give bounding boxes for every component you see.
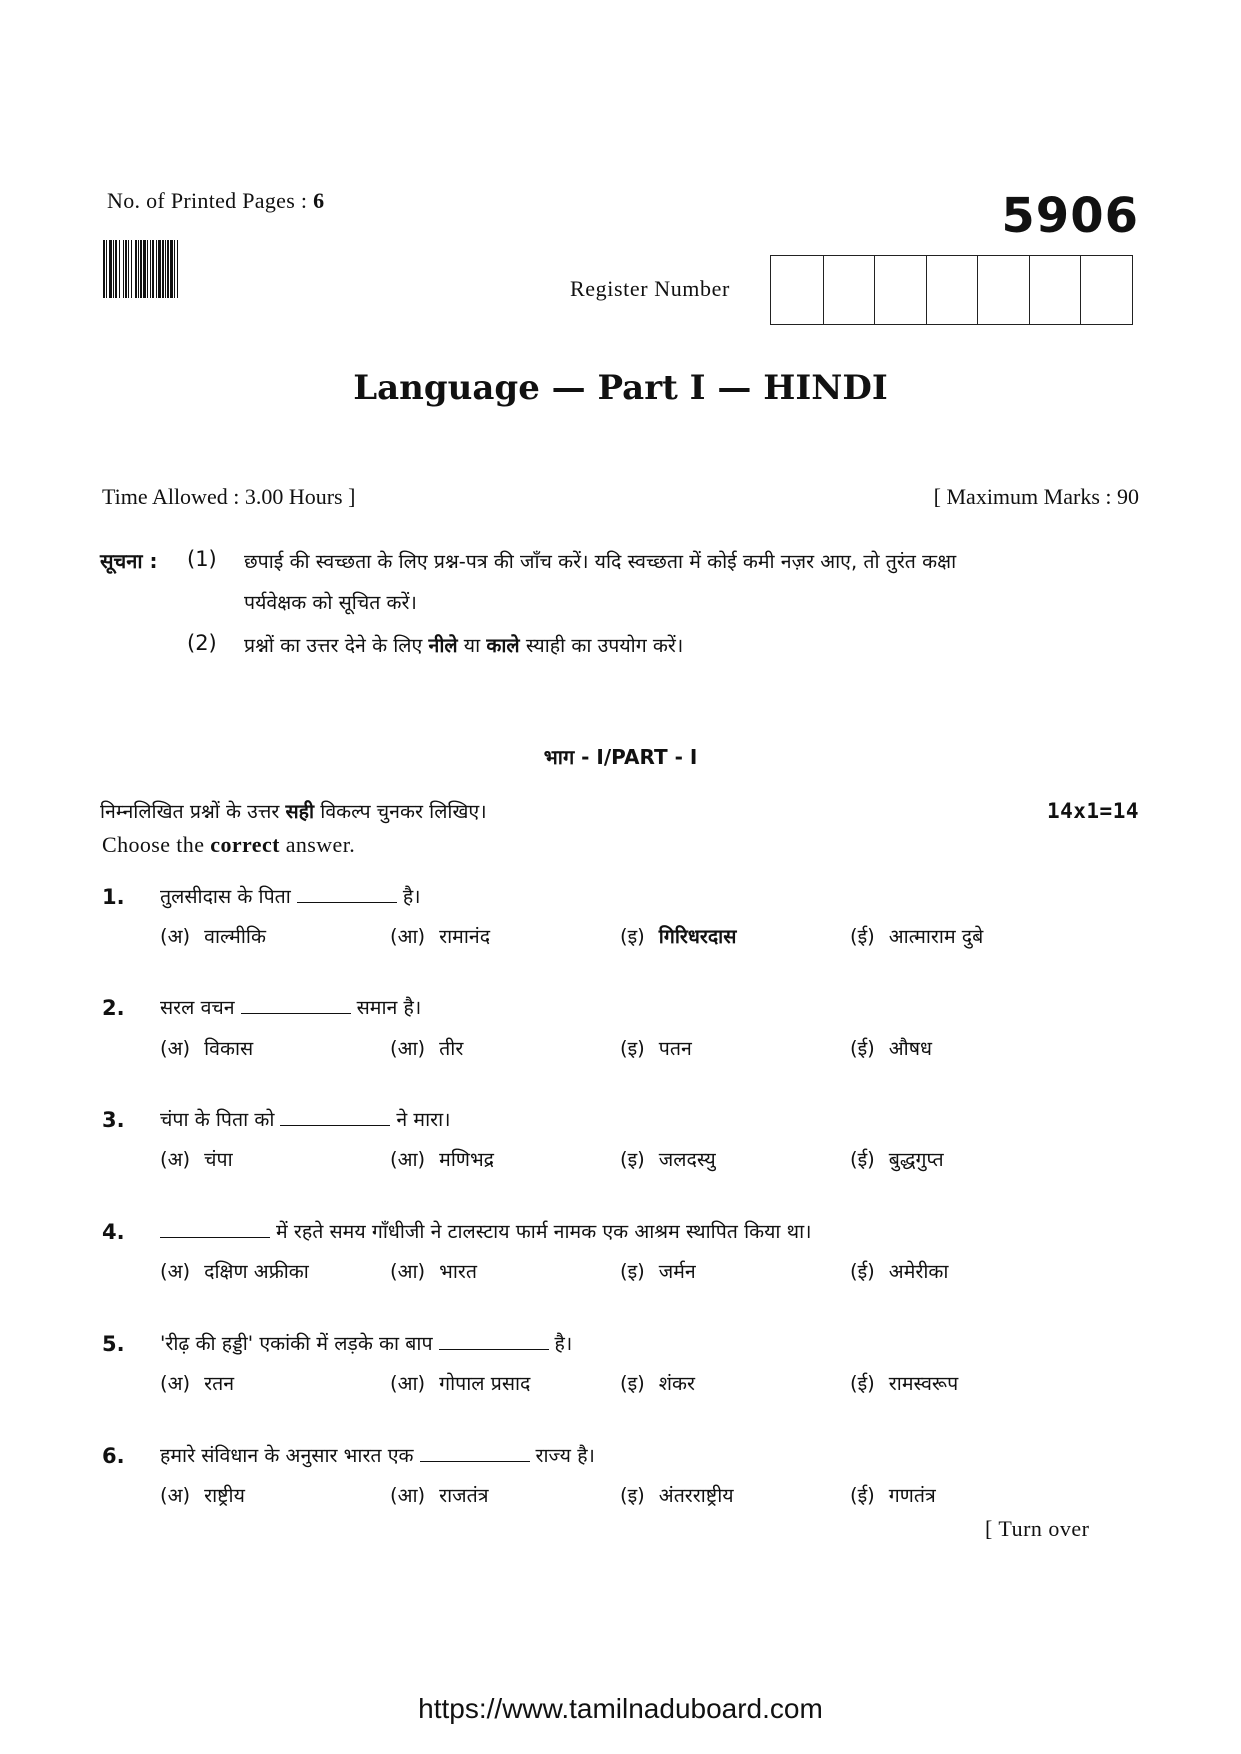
answer-blank <box>420 1460 530 1462</box>
option-a: (अ) राष्ट्रीय <box>160 1484 245 1507</box>
footer-url-link[interactable]: https://www.tamilnaduboard.com <box>418 1693 823 1724</box>
option-d: (ई) रामस्वरूप <box>850 1372 959 1395</box>
option-c: (इ) जलदस्यु <box>620 1148 716 1171</box>
time-allowed: Time Allowed : 3.00 Hours ] <box>102 484 356 509</box>
question-text: सरल वचन समान है। <box>160 996 422 1019</box>
option-c: (इ) गिरिधरदास <box>620 925 737 948</box>
option-c: (इ) शंकर <box>620 1372 696 1395</box>
question-text: में रहते समय गाँधीजी ने टालस्टाय फार्म नामक एक आश्रम स्थापित किया था। <box>160 1217 812 1244</box>
option-c: (इ) अंतरराष्ट्रीय <box>620 1484 734 1507</box>
question-text: चंपा के पिता को ने मारा। <box>160 1108 451 1131</box>
register-digit-box <box>1080 256 1132 324</box>
register-digit-box <box>926 256 978 324</box>
question-number: 3. <box>102 1108 125 1132</box>
option-b: (आ) मणिभद्र <box>390 1148 495 1171</box>
register-digit-box <box>1029 256 1081 324</box>
emphasis-black: काले <box>486 634 520 657</box>
marks-scheme: 14x1=14 <box>1046 799 1139 823</box>
option-b: (आ) भारत <box>390 1260 478 1283</box>
question-number: 6. <box>102 1444 125 1468</box>
notice-item-text: छपाई की स्वच्छता के लिए प्रश्न-पत्र की जाँच करें। यदि स्वच्छता में कोई कमी नज़र आए, तो तुरंत कक्षा <box>244 550 957 573</box>
option-d: (ई) गणतंत्र <box>850 1484 936 1507</box>
option-a: (अ) विकास <box>160 1037 254 1060</box>
option-a: (अ) चंपा <box>160 1148 233 1171</box>
option-d: (ई) बुद्धगुप्त <box>850 1148 944 1171</box>
notice-item-number: (2) <box>187 631 217 655</box>
maximum-marks: [ Maximum Marks : 90 <box>933 484 1139 509</box>
option-b: (आ) तीर <box>390 1037 464 1060</box>
answer-blank <box>241 1012 351 1014</box>
register-number-label: Register Number <box>570 276 730 301</box>
option-c: (इ) जर्मन <box>620 1260 696 1283</box>
question-number: 1. <box>102 885 125 909</box>
notice-item-text-continued: पर्यवेक्षक को सूचित करें। <box>244 591 417 614</box>
question-text: 'रीढ़ की हड्डी' एकांकी में लड़के का बाप है। <box>160 1332 573 1355</box>
option-b: (आ) रामानंद <box>390 925 491 948</box>
register-number-boxes <box>770 255 1133 325</box>
option-c: (इ) पतन <box>620 1037 692 1060</box>
question-number: 2. <box>102 996 125 1020</box>
option-d: (ई) अमेरीका <box>850 1260 949 1283</box>
printed-pages-value: 6 <box>313 188 325 213</box>
answer-blank <box>160 1236 270 1238</box>
notice-item-text: प्रश्नों का उत्तर देने के लिए नीले या काले स्याही का उपयोग करें। <box>244 634 684 657</box>
notice-item-number: (1) <box>187 547 217 571</box>
paper-code: 5906 <box>1001 188 1139 244</box>
option-b: (आ) गोपाल प्रसाद <box>390 1372 531 1395</box>
option-d: (ई) औषध <box>850 1037 933 1060</box>
answer-blank <box>280 1124 390 1126</box>
paper-title: Language — Part I — HINDI <box>353 368 888 408</box>
instruction-hindi: निम्नलिखित प्रश्नों के उत्तर सही विकल्प चुनकर लिखिए। <box>100 800 487 823</box>
emphasis-blue: नीले <box>428 634 458 657</box>
part-heading: भाग - I/PART - I <box>543 745 698 769</box>
register-digit-box <box>823 256 875 324</box>
turn-over-note: [ Turn over <box>985 1516 1090 1541</box>
barcode-image <box>103 240 269 298</box>
register-digit-box <box>977 256 1029 324</box>
printed-pages-count <box>107 188 324 214</box>
option-a: (अ) वाल्मीकि <box>160 925 266 948</box>
notice-label: सूचना : <box>100 549 158 573</box>
question-number: 5. <box>102 1332 125 1356</box>
question-text: तुलसीदास के पिता है। <box>160 885 421 908</box>
instruction-english: Choose the correct answer. <box>102 832 356 857</box>
question-text: हमारे संविधान के अनुसार भारत एक राज्य है। <box>160 1444 595 1467</box>
register-digit-box <box>874 256 926 324</box>
answer-blank <box>439 1348 549 1350</box>
option-a: (अ) रतन <box>160 1372 235 1395</box>
answer-blank <box>297 901 397 903</box>
question-number: 4. <box>102 1220 125 1244</box>
option-b: (आ) राजतंत्र <box>390 1484 489 1507</box>
option-a: (अ) दक्षिण अफ्रीका <box>160 1260 309 1283</box>
option-d: (ई) आत्माराम दुबे <box>850 925 984 948</box>
register-digit-box <box>771 256 823 324</box>
printed-pages-label: No. of Printed Pages : <box>107 188 308 213</box>
